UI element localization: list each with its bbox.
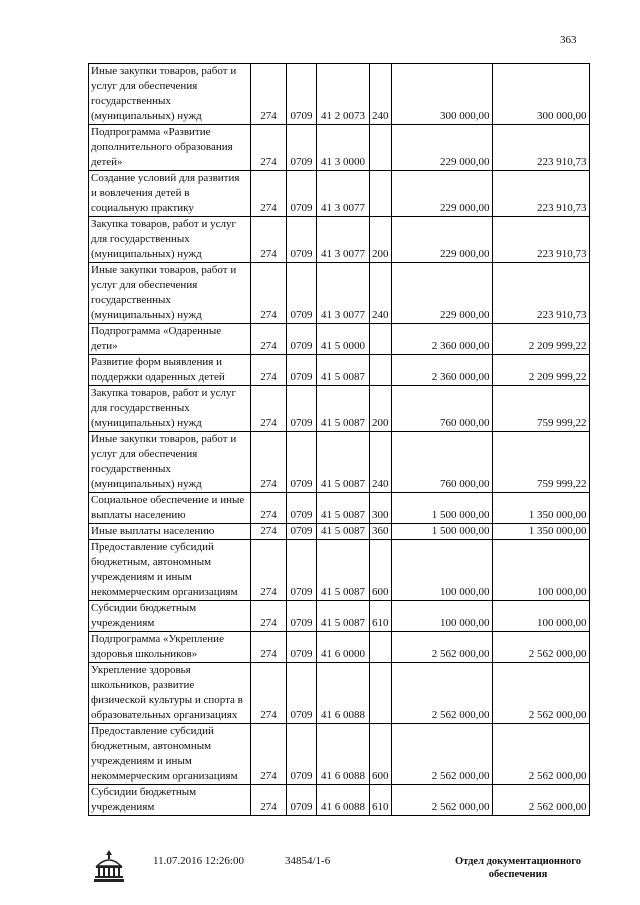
row-section-cell: 0709 — [287, 632, 317, 663]
table-row — [89, 632, 590, 663]
table-row — [89, 386, 590, 432]
row-fact-amount-cell: 1 350 000,00 — [492, 524, 589, 540]
row-vr-cell: 240 — [370, 432, 392, 493]
footer-document-code: 34854/1-6 — [285, 855, 331, 867]
table-row — [89, 64, 590, 125]
row-grbs-cell: 274 — [251, 171, 287, 217]
table-row — [89, 171, 590, 217]
table-row — [89, 601, 590, 632]
table-row — [89, 493, 590, 524]
row-name-cell: Подпрограмма «Одаренные дети» — [89, 324, 251, 355]
row-csr-cell: 41 6 0088 — [317, 663, 370, 724]
row-vr-cell — [370, 171, 392, 217]
row-plan-amount-cell: 2 360 000,00 — [391, 355, 492, 386]
footer-datetime: 11.07.2016 12:26:00 — [153, 855, 244, 867]
row-vr-cell: 200 — [370, 386, 392, 432]
page-number: 363 — [560, 34, 577, 46]
row-csr-cell: 41 5 0087 — [317, 355, 370, 386]
row-section-cell: 0709 — [287, 386, 317, 432]
table-row — [89, 263, 590, 324]
row-name-cell: Закупка товаров, работ и услуг для государственных (муниципальных) нужд — [89, 217, 251, 263]
row-vr-cell: 300 — [370, 493, 392, 524]
row-section-cell: 0709 — [287, 171, 317, 217]
table-row — [89, 785, 590, 816]
row-fact-amount-cell: 1 350 000,00 — [492, 493, 589, 524]
row-plan-amount-cell: 1 500 000,00 — [391, 524, 492, 540]
row-plan-amount-cell: 1 500 000,00 — [391, 493, 492, 524]
row-plan-amount-cell: 2 562 000,00 — [391, 663, 492, 724]
row-fact-amount-cell: 223 910,73 — [492, 263, 589, 324]
row-section-cell: 0709 — [287, 601, 317, 632]
row-plan-amount-cell: 2 360 000,00 — [391, 324, 492, 355]
row-name-cell: Иные закупки товаров, работ и услуг для обеспечения государственных (муниципальных) нужд — [89, 64, 251, 125]
row-grbs-cell: 274 — [251, 263, 287, 324]
row-csr-cell: 41 2 0073 — [317, 64, 370, 125]
table-row — [89, 355, 590, 386]
row-grbs-cell: 274 — [251, 324, 287, 355]
row-grbs-cell: 274 — [251, 432, 287, 493]
row-section-cell: 0709 — [287, 355, 317, 386]
table-row — [89, 125, 590, 171]
row-section-cell: 0709 — [287, 263, 317, 324]
row-name-cell: Подпрограмма «Укрепление здоровья школьников» — [89, 632, 251, 663]
row-csr-cell: 41 5 0087 — [317, 601, 370, 632]
row-grbs-cell: 274 — [251, 386, 287, 432]
row-vr-cell — [370, 632, 392, 663]
row-fact-amount-cell: 100 000,00 — [492, 540, 589, 601]
row-name-cell: Создание условий для развития и вовлечения детей в социальную практику — [89, 171, 251, 217]
row-section-cell: 0709 — [287, 724, 317, 785]
row-csr-cell: 41 6 0088 — [317, 724, 370, 785]
row-vr-cell: 240 — [370, 64, 392, 125]
row-grbs-cell: 274 — [251, 217, 287, 263]
row-plan-amount-cell: 760 000,00 — [391, 432, 492, 493]
budget-table — [88, 63, 590, 816]
row-fact-amount-cell: 2 562 000,00 — [492, 663, 589, 724]
row-fact-amount-cell: 2 209 999,22 — [492, 355, 589, 386]
row-vr-cell — [370, 125, 392, 171]
row-plan-amount-cell: 229 000,00 — [391, 125, 492, 171]
row-csr-cell: 41 3 0077 — [317, 217, 370, 263]
footer-department: Отдел документационного обеспечения — [454, 856, 582, 880]
row-name-cell: Укрепление здоровья школьников, развитие физической культуры и спорта в образовательных организациях — [89, 663, 251, 724]
row-csr-cell: 41 5 0087 — [317, 524, 370, 540]
row-fact-amount-cell: 223 910,73 — [492, 125, 589, 171]
table-row — [89, 432, 590, 493]
row-name-cell: Субсидии бюджетным учреждениям — [89, 601, 251, 632]
row-fact-amount-cell: 223 910,73 — [492, 171, 589, 217]
duma-logo-icon — [92, 848, 126, 884]
row-plan-amount-cell: 100 000,00 — [391, 601, 492, 632]
row-csr-cell: 41 5 0087 — [317, 386, 370, 432]
row-grbs-cell: 274 — [251, 493, 287, 524]
row-plan-amount-cell: 229 000,00 — [391, 263, 492, 324]
table-row — [89, 540, 590, 601]
row-name-cell: Подпрограмма «Развитие дополнительного образования детей» — [89, 125, 251, 171]
row-fact-amount-cell: 223 910,73 — [492, 217, 589, 263]
row-grbs-cell: 274 — [251, 524, 287, 540]
row-section-cell: 0709 — [287, 324, 317, 355]
row-plan-amount-cell: 2 562 000,00 — [391, 785, 492, 816]
row-grbs-cell: 274 — [251, 785, 287, 816]
row-vr-cell: 200 — [370, 217, 392, 263]
row-name-cell: Предоставление субсидий бюджетным, автономным учреждениям и иным некоммерческим организациям — [89, 540, 251, 601]
row-grbs-cell: 274 — [251, 632, 287, 663]
row-fact-amount-cell: 759 999,22 — [492, 432, 589, 493]
row-section-cell: 0709 — [287, 785, 317, 816]
row-fact-amount-cell: 300 000,00 — [492, 64, 589, 125]
row-vr-cell — [370, 663, 392, 724]
row-fact-amount-cell: 2 562 000,00 — [492, 632, 589, 663]
row-csr-cell: 41 5 0087 — [317, 540, 370, 601]
row-section-cell: 0709 — [287, 432, 317, 493]
row-section-cell: 0709 — [287, 125, 317, 171]
table-row — [89, 663, 590, 724]
row-vr-cell: 610 — [370, 785, 392, 816]
row-vr-cell: 600 — [370, 540, 392, 601]
row-section-cell: 0709 — [287, 663, 317, 724]
row-name-cell: Предоставление субсидий бюджетным, автономным учреждениям и иным некоммерческим организациям — [89, 724, 251, 785]
row-csr-cell: 41 6 0088 — [317, 785, 370, 816]
row-name-cell: Иные выплаты населению — [89, 524, 251, 540]
table-row — [89, 324, 590, 355]
row-grbs-cell: 274 — [251, 125, 287, 171]
row-name-cell: Развитие форм выявления и поддержки одаренных детей — [89, 355, 251, 386]
row-csr-cell: 41 3 0000 — [317, 125, 370, 171]
row-vr-cell: 610 — [370, 601, 392, 632]
row-csr-cell: 41 6 0000 — [317, 632, 370, 663]
row-name-cell: Иные закупки товаров, работ и услуг для обеспечения государственных (муниципальных) нужд — [89, 432, 251, 493]
row-grbs-cell: 274 — [251, 663, 287, 724]
row-section-cell: 0709 — [287, 217, 317, 263]
row-name-cell: Закупка товаров, работ и услуг для государственных (муниципальных) нужд — [89, 386, 251, 432]
row-plan-amount-cell: 2 562 000,00 — [391, 724, 492, 785]
row-section-cell: 0709 — [287, 540, 317, 601]
row-vr-cell: 600 — [370, 724, 392, 785]
row-csr-cell: 41 3 0077 — [317, 263, 370, 324]
row-csr-cell: 41 5 0087 — [317, 493, 370, 524]
row-plan-amount-cell: 229 000,00 — [391, 171, 492, 217]
row-fact-amount-cell: 759 999,22 — [492, 386, 589, 432]
table-row — [89, 724, 590, 785]
row-vr-cell — [370, 355, 392, 386]
row-fact-amount-cell: 2 562 000,00 — [492, 785, 589, 816]
row-csr-cell: 41 5 0087 — [317, 432, 370, 493]
row-grbs-cell: 274 — [251, 355, 287, 386]
row-fact-amount-cell: 2 209 999,22 — [492, 324, 589, 355]
row-section-cell: 0709 — [287, 64, 317, 125]
row-grbs-cell: 274 — [251, 601, 287, 632]
row-vr-cell: 240 — [370, 263, 392, 324]
row-csr-cell: 41 3 0077 — [317, 171, 370, 217]
row-name-cell: Иные закупки товаров, работ и услуг для обеспечения государственных (муниципальных) нужд — [89, 263, 251, 324]
row-grbs-cell: 274 — [251, 724, 287, 785]
row-fact-amount-cell: 2 562 000,00 — [492, 724, 589, 785]
table-row — [89, 524, 590, 540]
row-plan-amount-cell: 2 562 000,00 — [391, 632, 492, 663]
row-grbs-cell: 274 — [251, 64, 287, 125]
row-plan-amount-cell: 100 000,00 — [391, 540, 492, 601]
row-csr-cell: 41 5 0000 — [317, 324, 370, 355]
row-plan-amount-cell: 229 000,00 — [391, 217, 492, 263]
row-plan-amount-cell: 760 000,00 — [391, 386, 492, 432]
row-section-cell: 0709 — [287, 493, 317, 524]
row-section-cell: 0709 — [287, 524, 317, 540]
row-fact-amount-cell: 100 000,00 — [492, 601, 589, 632]
row-name-cell: Социальное обеспечение и иные выплаты населению — [89, 493, 251, 524]
row-vr-cell — [370, 324, 392, 355]
row-grbs-cell: 274 — [251, 540, 287, 601]
row-vr-cell: 360 — [370, 524, 392, 540]
row-plan-amount-cell: 300 000,00 — [391, 64, 492, 125]
row-name-cell: Субсидии бюджетным учреждениям — [89, 785, 251, 816]
table-row — [89, 217, 590, 263]
